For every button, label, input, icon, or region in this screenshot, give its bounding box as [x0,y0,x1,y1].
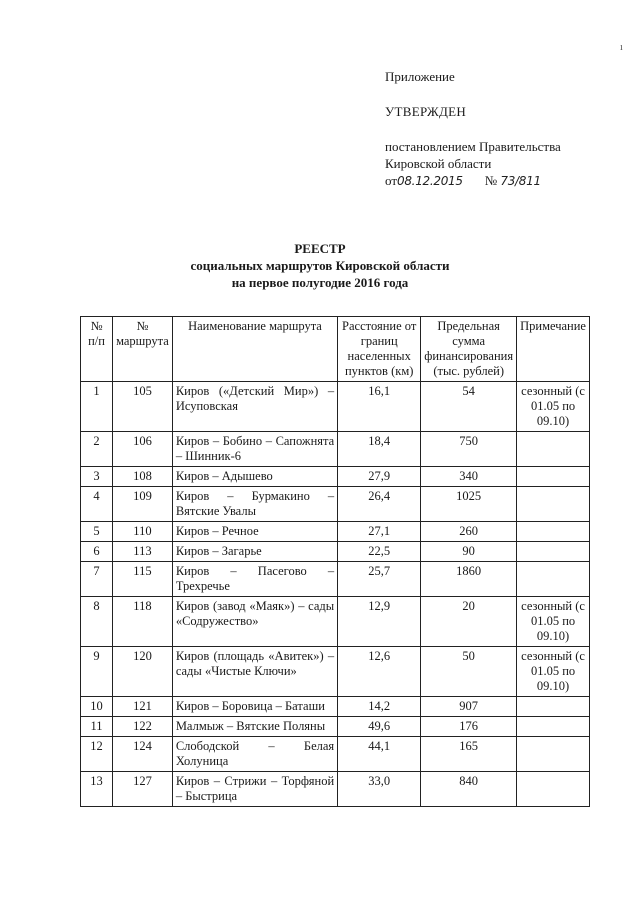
table-row [81,382,590,432]
cell-note [517,522,590,542]
cell-distance: 22,5 [338,542,421,562]
cell-sum: 1860 [421,562,517,597]
cell-route: 121 [113,697,173,717]
cell-route-name: Киров – Пасегово – Трехречье [172,562,337,597]
cell-distance: 33,0 [338,772,421,807]
table-row [81,562,590,597]
header-route: № маршрута [113,317,173,382]
table-row [81,597,590,647]
cell-sum: 750 [421,432,517,467]
cell-no: 13 [81,772,113,807]
document-title: РЕЕСТР [294,241,346,256]
cell-no: 3 [81,467,113,487]
cell-route: 105 [113,382,173,432]
table-row [81,772,590,807]
header-name: Наименование маршрута [172,317,337,382]
cell-route: 120 [113,647,173,697]
document-heading [0,240,640,291]
cell-sum: 260 [421,522,517,542]
cell-note [517,717,590,737]
cell-no: 1 [81,382,113,432]
header-no: № п/п [81,317,113,382]
table-row [81,697,590,717]
cell-note [517,487,590,522]
table-header-row [81,317,590,382]
header-note: Примечание [517,317,590,382]
cell-distance: 27,1 [338,522,421,542]
cell-route: 118 [113,597,173,647]
resolution-line-1: постановлением Правительства [385,139,561,154]
cell-route-name: Киров – Речное [172,522,337,542]
cell-note: сезонный (с 01.05 по 09.10) [517,382,590,432]
cell-distance: 16,1 [338,382,421,432]
routes-table [80,316,590,807]
cell-route-name: Киров (завод «Маяк») – сады «Содружество» [172,597,337,647]
number-value: 73/811 [500,174,541,188]
cell-distance: 25,7 [338,562,421,597]
cell-no: 7 [81,562,113,597]
cell-sum: 1025 [421,487,517,522]
cell-sum: 90 [421,542,517,562]
cell-no: 2 [81,432,113,467]
cell-no: 12 [81,737,113,772]
cell-note [517,697,590,717]
cell-no: 11 [81,717,113,737]
cell-route: 106 [113,432,173,467]
cell-note [517,432,590,467]
table-row [81,647,590,697]
cell-note [517,772,590,807]
date-value: 08.12.2015 [397,174,463,188]
cell-route: 122 [113,717,173,737]
cell-no: 5 [81,522,113,542]
table-row [81,542,590,562]
appendix-label: Приложение [385,69,455,84]
table-row [81,467,590,487]
cell-route-name: Киров – Бурмакино – Вятские Увалы [172,487,337,522]
cell-distance: 14,2 [338,697,421,717]
table-row [81,717,590,737]
cell-no: 6 [81,542,113,562]
cell-sum: 840 [421,772,517,807]
table-row [81,522,590,542]
table-row [81,487,590,522]
cell-route-name: Киров – Бобино – Сапожнята – Шинник-6 [172,432,337,467]
date-prefix: от [385,173,398,188]
cell-route-name: Киров – Стрижи – Торфяной – Быстрица [172,772,337,807]
cell-route-name: Малмыж – Вятские Поляны [172,717,337,737]
header-sum: Предельная сумма финансирования (тыс. рублей) [421,317,517,382]
document-period: на первое полугодие 2016 года [231,275,409,290]
cell-note: сезонный (с 01.05 по 09.10) [517,597,590,647]
cell-note [517,542,590,562]
header-distance: Расстояние от границ населенных пунктов (км) [338,317,421,382]
cell-route-name: Киров (площадь «Авитек») – сады «Чистые Ключи» [172,647,337,697]
cell-distance: 27,9 [338,467,421,487]
cell-no: 8 [81,597,113,647]
cell-distance: 12,9 [338,597,421,647]
cell-sum: 50 [421,647,517,697]
number-prefix: № [484,173,498,188]
cell-note [517,467,590,487]
cell-sum: 176 [421,717,517,737]
cell-distance: 49,6 [338,717,421,737]
approved-label: УТВЕРЖДЕН [385,104,467,119]
cell-note [517,737,590,772]
cell-no: 4 [81,487,113,522]
date-number-line [385,172,625,190]
cell-route-name: Киров – Боровица – Баташи [172,697,337,717]
cell-route-name: Киров («Детский Мир») – Исуповская [172,382,337,432]
table-row [81,432,590,467]
cell-no: 10 [81,697,113,717]
cell-route: 109 [113,487,173,522]
cell-sum: 165 [421,737,517,772]
cell-route-name: Слободской – Белая Холуница [172,737,337,772]
cell-distance: 26,4 [338,487,421,522]
corner-mark: ı [620,42,623,53]
cell-sum: 54 [421,382,517,432]
document-subtitle: социальных маршрутов Кировской области [190,258,450,273]
cell-route: 113 [113,542,173,562]
cell-distance: 12,6 [338,647,421,697]
cell-distance: 44,1 [338,737,421,772]
resolution-line-2: Кировской области [385,156,492,171]
cell-route: 110 [113,522,173,542]
cell-route: 124 [113,737,173,772]
table-row [81,737,590,772]
cell-sum: 907 [421,697,517,717]
cell-route-name: Киров – Загарье [172,542,337,562]
cell-no: 9 [81,647,113,697]
cell-note: сезонный (с 01.05 по 09.10) [517,647,590,697]
cell-distance: 18,4 [338,432,421,467]
cell-route: 115 [113,562,173,597]
cell-route-name: Киров – Адышево [172,467,337,487]
cell-route: 127 [113,772,173,807]
cell-route: 108 [113,467,173,487]
cell-note [517,562,590,597]
cell-sum: 340 [421,467,517,487]
cell-sum: 20 [421,597,517,647]
approval-block [385,68,625,190]
